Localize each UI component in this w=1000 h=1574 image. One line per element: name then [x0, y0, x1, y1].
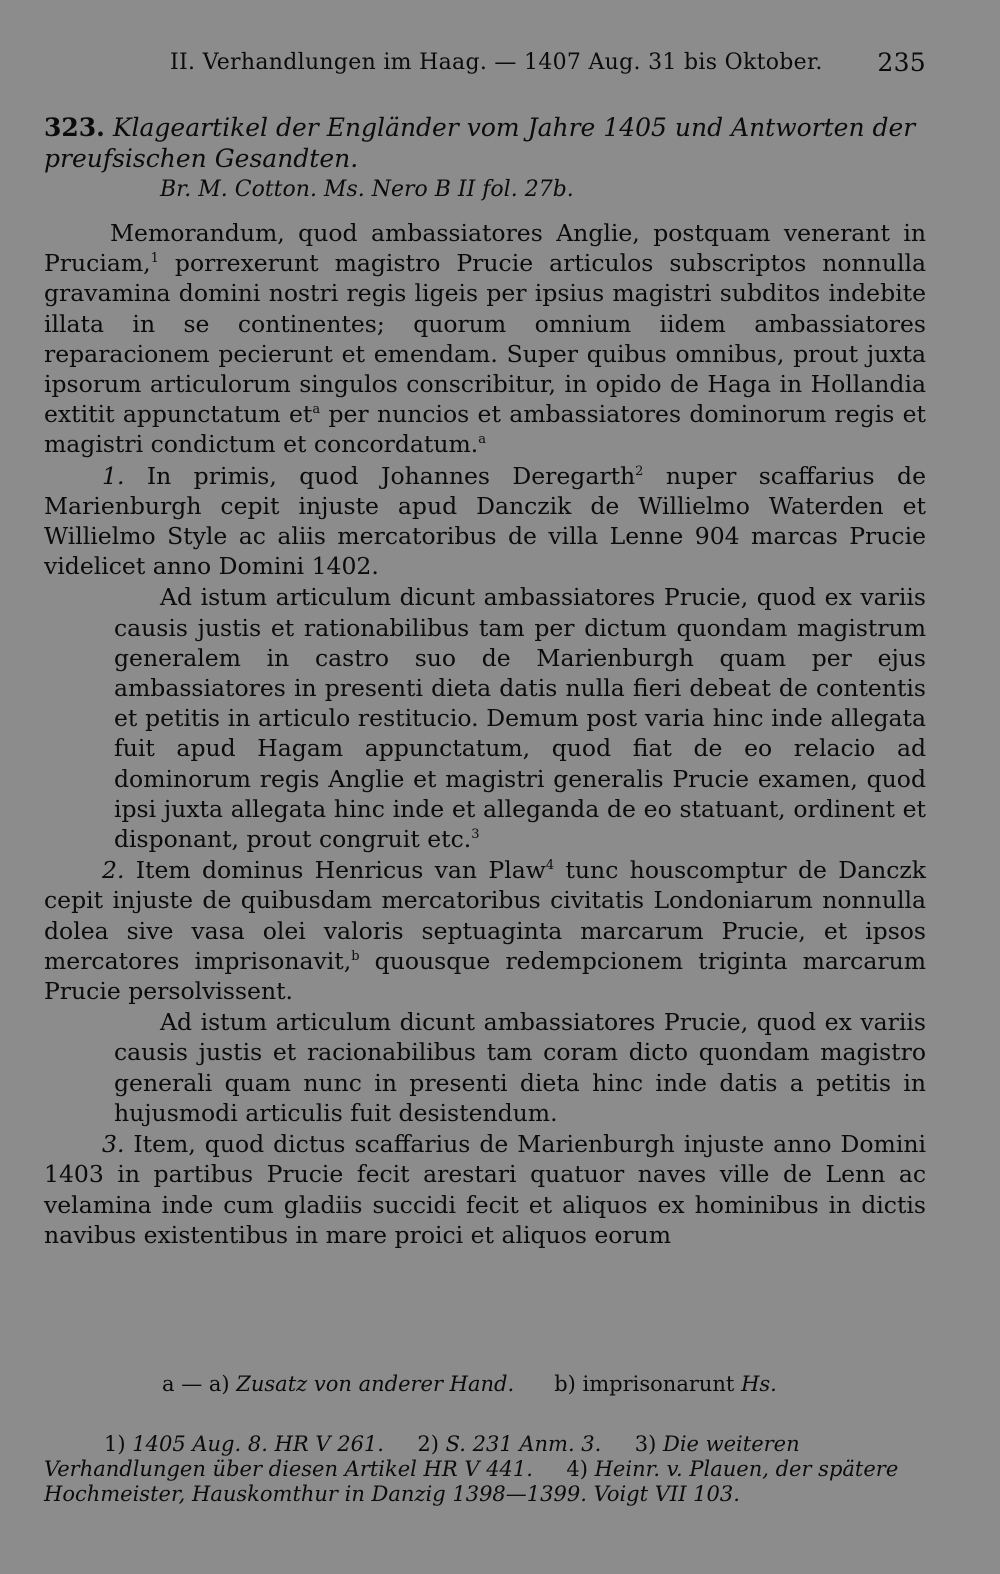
article-number: 1.	[102, 461, 125, 490]
footnote-ref: 4	[545, 858, 555, 874]
footnote-2-mark: 2)	[417, 1432, 439, 1456]
document-number: 323.	[44, 113, 105, 142]
source-reference: Br. M. Cotton. Ms. Nero B II fol. 27b.	[160, 177, 574, 202]
text-run: Ad istum articulum dicunt ambassiatores Prucie, quod ex variis causis justis et rationabilibus tam per dictum quondam magistrum generalem in castro suo de Marienburgh quam per ejus ambassiatores in presenti dieta datis nulla fieri debeat de contentis et petitis in articulo restitucio. Demum post varia hinc inde allegata fuit apud Hagam appunctatum, quod fiat de eo relacio ad dominorum regis Anglie et magistri generalis Prucie examen, quod ipsi juxta allegata hinc inde et alleganda de eo statuant, ordinent et disponant, prout congruit etc.	[114, 583, 926, 854]
text-run: per nuncios et ambassiatores dominorum regis et magistri condictum et concordatum.	[44, 400, 926, 459]
running-header	[170, 50, 930, 75]
article-number: 2.	[102, 856, 125, 885]
note-b-source: Hs.	[741, 1372, 777, 1396]
text-run: porrexerunt magistro Prucie articulos subscriptos nonnulla gravamina domini nostri regis ligeis per ipsius magistri subditos indebite illata in se continentes; quorum omnium iidem ambassiatores reparacionem pecierunt et emendam. Super quibus omnibus, prout juxta ipsorum articulorum singulos conscribitur, in opido de Haga in Hollandia extitit appunctatum et	[44, 249, 926, 429]
document-heading	[44, 112, 934, 174]
text-run: Item, quod dictus scaffarius de Marienburgh injuste anno Domini 1403 in partibus Prucie fecit arestari quatuor naves ville de Lenn ac velamina inde cum gladiis succidi fecit et aliquos ex hominibus in dictis navibus existentibus in mare proici et aliquos eorum	[44, 1130, 926, 1249]
text-run: nuper scaffarius de Marienburgh cepit injuste apud Danczik de Willielmo Waterden et Willielmo Style ac aliis mercatoribus de villa Lenne 904 marcas Prucie videlicet anno Domini 1402.	[44, 461, 926, 581]
footnote-2-text: S. 231 Anm. 3.	[445, 1432, 602, 1456]
footnote-ref: a	[312, 402, 321, 418]
text-run: Memorandum, quod ambassiatores Anglie, postquam venerant in Pruciam,	[44, 219, 926, 278]
footnote-block	[44, 1432, 926, 1507]
text-run: quousque redempcionem triginta marcarum Prucie persolvissent.	[44, 946, 927, 1006]
footnote-ref: b	[351, 949, 360, 965]
footnote-1-text: 1405 Aug. 8. HR V 261.	[132, 1432, 384, 1456]
page-number: 235	[877, 48, 926, 77]
intro-paragraph	[44, 218, 926, 460]
response-2: Ad istum articulum dicunt ambassiatores Prucie, quod ex variis causis justis et racionabilibus tam coram dicto quondam magistro generali quam nunc in presenti dieta hinc inde datis a petitis in hujusmodi articulis fuit desistendum.	[114, 1008, 926, 1127]
footnote-1-mark: 1)	[104, 1432, 126, 1456]
footnotes	[44, 1432, 926, 1507]
article-number: 3.	[102, 1130, 125, 1159]
footnote-4-mark: 4)	[566, 1457, 588, 1481]
footnote-3-text: Die weiteren Verhandlungen über diesen Artikel HR V 441.	[44, 1432, 800, 1481]
text-run: tunc houscomptur de Danczk cepit injuste de quibusdam mercatoribus civitatis Londoniarum nonnulla dolea sive vasa olei valoris septuaginta marcarum Prucie, et ipsos mercatores imprisonavit,	[44, 856, 927, 975]
main-text	[44, 218, 926, 1250]
footnote-ref: 3	[471, 827, 480, 843]
note-b-mark: b)	[554, 1372, 576, 1396]
footnote-3-mark: 3)	[634, 1432, 657, 1456]
text-run: In primis, quod Johannes Deregarth	[124, 461, 636, 490]
note-b-text: imprisonarunt	[582, 1372, 735, 1396]
footnote-ref: 1	[150, 251, 159, 267]
footnote-ref: 2	[635, 463, 644, 479]
running-title: II. Verhandlungen im Haag. — 1407 Aug. 31 bis Oktober.	[170, 50, 823, 75]
textual-notes	[162, 1372, 777, 1396]
article-1	[44, 461, 926, 582]
article-3	[44, 1129, 926, 1250]
note-a-mark: a — a)	[162, 1372, 230, 1396]
text-run: Item dominus Henricus van Plaw	[124, 856, 546, 885]
document-title: Klageartikel der Engländer vom Jahre 1405 und Antworten der preufsischen Gesandten.	[44, 113, 916, 173]
article-2	[44, 855, 926, 1006]
note-a-text: Zusatz von anderer Hand.	[236, 1372, 515, 1396]
footnote-4-text: Heinr. v. Plauen, der spätere Hochmeister, Hauskomthur in Danzig 1398—1399. Voigt VII 103.	[44, 1457, 899, 1506]
footnote-ref: a	[478, 432, 487, 448]
response-1	[44, 582, 926, 854]
